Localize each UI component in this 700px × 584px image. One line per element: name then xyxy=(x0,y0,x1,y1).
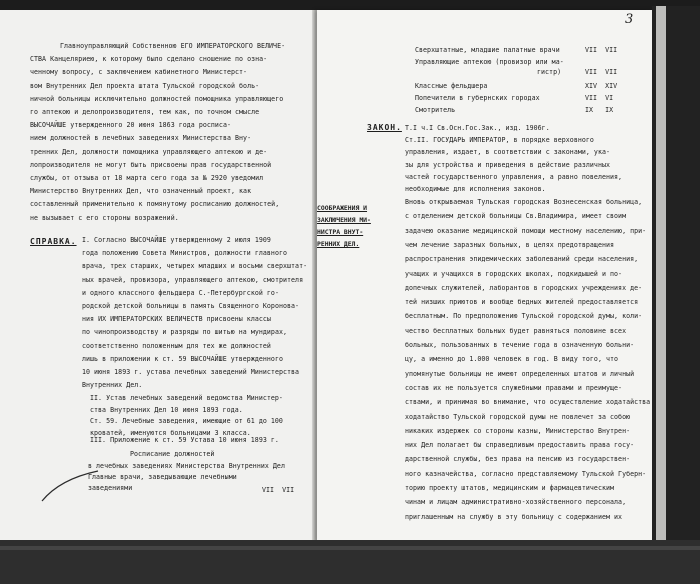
text-line: лопроизводителя не могут быть присвоены прав государственной xyxy=(30,160,272,169)
page-number: 3 xyxy=(625,12,634,27)
margin-note-line: РЕННИХ ДЕЛ. xyxy=(317,240,360,248)
text-line: го аптекою и делопроизводителя, тем как, по точном смысле xyxy=(30,108,260,116)
text-line: Ст.II. ГОСУДАРЬ ИМПЕРАТОР, в порядке верховного xyxy=(405,136,594,145)
scan-border-right xyxy=(652,6,700,546)
text-line: бесплатным. По предположению Тульской городской думы, коли- xyxy=(405,312,643,321)
text-line: Министерство Внутренних Дел, что означенный проект, как xyxy=(30,187,252,196)
text-line: Т.I ч.I Св.Осн.Гос.Зак., изд. 1906г. xyxy=(405,124,550,132)
rank-row-label: Управляющие аптекою (провизор или ма- xyxy=(415,58,564,66)
text-line: приглашенным на службу в эту больницу с содержанием их xyxy=(405,512,623,521)
text-line: I. Согласно ВЫСОЧАЙШЕ утвержденному 2 июля 1909 xyxy=(82,236,271,244)
text-line: дарственной службы, без права на пенсию из государствен- xyxy=(405,455,631,464)
text-line: задачею оказание медицинской помощи местному населению, при- xyxy=(405,226,647,235)
roster-title: Росписание должностей xyxy=(130,450,215,458)
margin-note-line: СООБРАЖЕНИЯ И xyxy=(317,204,368,212)
zakon-label: ЗАКОН. xyxy=(367,123,402,132)
roster-classes: VII VII xyxy=(262,486,295,494)
right-page xyxy=(317,10,652,542)
rank-row-label: Сверхштатные, младшие палатные врачи xyxy=(415,46,560,54)
text-line: учащих и учащихся в городских школах, подкидышей и по- xyxy=(405,269,623,278)
text-line: частей государственного управления, а равно повеления, xyxy=(405,172,623,181)
text-line: тренних Дел, должности помощника управляющего аптекою и де- xyxy=(30,147,268,156)
text-line: распространения эпидемических заболеваний среди населения, xyxy=(405,255,639,264)
spravka-label: СПРАВКА. xyxy=(30,237,77,246)
text-line: цу, а именно до 1.000 человек в год. В виду того, что xyxy=(405,355,619,364)
text-line: родской детской больницы в память Священного Коронова- xyxy=(82,302,300,310)
text-line: вом Внутренних Дел проекта штата Тульской городской боль- xyxy=(30,81,260,90)
text-line: тей низших приютов и вообще бедных жителей предоставляется xyxy=(405,298,639,307)
text-line: Внутренних Дел. xyxy=(82,381,143,390)
text-line: ния ИХ ИМПЕРАТОРСКИХ ВЕЛИЧЕСТВ присвоены классы xyxy=(82,315,271,324)
text-line: ничной больницы исключительно должностей помощника управляющего xyxy=(30,94,284,103)
text-line: чество бесплатных больных будет равняться половине всех xyxy=(405,326,627,335)
text-line: и одного классного фельдшера С.-Петербургской го- xyxy=(82,288,279,297)
left-page xyxy=(0,10,322,542)
text-line: необходимые для исполнения законов. xyxy=(405,185,546,193)
rank-row-label: гистр) xyxy=(537,68,562,76)
text-line: составленный применительно к помянутому росписанию должностей, xyxy=(30,200,280,209)
rank-row-classes: XIV XIV xyxy=(585,82,618,90)
text-line: 10 июня 1893 г. устава лечебных заведений Министерства xyxy=(82,368,300,376)
text-line: II. Устав лечебных заведений ведомства Министер- xyxy=(90,394,283,402)
text-line: ходатайство Тульской городской думы не повлечет за собою xyxy=(405,412,631,421)
text-line: упомянутые больницы не имеют определенных штатов и личный xyxy=(405,369,635,378)
text-line: никаких издержек со стороны казны, Министерство Внутрен- xyxy=(405,426,631,435)
text-line: кроватей, именуются больницами 3 класса. xyxy=(90,428,251,437)
text-line: ВЫСОЧАЙШЕ утвержденного 20 июня 1863 года росписа- xyxy=(30,121,231,130)
rank-row-classes: VII VII xyxy=(585,68,618,76)
text-line: управления, издает, в соответствии с законами, ука- xyxy=(405,148,611,157)
text-line: СТВА Канцеляриею, к которому было сделано сношение по озна- xyxy=(30,55,268,64)
ink-stroke xyxy=(40,465,100,505)
text-line: врача, трех старших, четырех младших и восьми сверхштат- xyxy=(82,262,308,271)
scan-border-bottom xyxy=(0,540,700,584)
text-line: соответственно положенным для тех же должностей xyxy=(82,341,271,350)
text-line: ства Внутренних Дел 10 июня 1893 года. xyxy=(90,405,243,414)
text-line: Ст. 59. Лечебные заведения, имеющие от 61 до 100 xyxy=(90,417,283,425)
scan-border-top xyxy=(0,0,700,10)
rank-row-classes: VII VII xyxy=(585,46,618,54)
text-line: года положению Совета Министров, должности главного xyxy=(82,249,288,258)
text-line: в лечебных заведениях Министерства Внутренних Дел xyxy=(88,462,285,470)
text-line: с отделением детской больницы Св.Владимира, имеет своим xyxy=(405,212,627,221)
rank-row-label: Смотритель xyxy=(415,106,456,114)
text-line: заведениями xyxy=(88,484,133,492)
text-line: Главноуправляющий Собственною ЕГО ИМПЕРАТОРСКОГО ВЕЛИЧЕ- xyxy=(60,42,286,50)
rank-row-classes: IX IX xyxy=(585,106,614,114)
text-line: нием должностей в лечебных заведениях Министерства Вну- xyxy=(30,134,252,143)
text-line: допечных служителей, лаборантов в городских учреждениях де- xyxy=(405,283,643,292)
text-line: больных, пользованных в течение года в означенную больни- xyxy=(405,341,635,349)
text-line: III. Приложение к ст. 59 Устава 10 июня 1893 г. xyxy=(90,436,279,444)
text-line: зы для устройства и приведения в действие различных xyxy=(405,160,611,169)
rank-row-label: Попечители в губернских городах xyxy=(415,94,540,102)
rank-row-classes: VII VI xyxy=(585,94,614,102)
text-line: службы, от отзыва от 18 марта сего года за № 2920 уведомил xyxy=(30,174,264,182)
rank-row-label: Классные фельдшера xyxy=(415,82,488,90)
text-line: состав их не пользуется служебными правами и преимуще- xyxy=(405,383,623,392)
margin-note-line: НИСТРА ВНУТ- xyxy=(317,228,364,236)
text-line: не вызывает с его стороны возражений. xyxy=(30,213,179,222)
text-line: Вновь открываемая Тульская городская Вознесенская больница, xyxy=(405,198,643,206)
margin-note-line: ЗАКЛЮЧЕНИЯ МИ- xyxy=(317,216,371,224)
text-line: Главные врачи, заведывающие лечебными xyxy=(88,473,237,481)
text-line: лишь в приложении к ст. 59 ВЫСОЧАЙШЕ утвержденного xyxy=(82,354,283,363)
text-line: ствами, и принимая во внимание, что осуществление ходатайства xyxy=(405,398,651,407)
text-line: по чинопроизводству и разряды по шитью на мундирах, xyxy=(82,328,288,337)
text-line: ного казначейства, согласно представляемому Тульской Губерн- xyxy=(405,469,647,478)
text-line: чем лечение заразных больных, в целях предотвращения xyxy=(405,240,615,249)
text-line: них Дел полагает бы справедливым предоставить права госу- xyxy=(405,441,635,450)
text-line: ных врачей, провизора, управляющего аптекою, смотрителя xyxy=(82,275,304,284)
text-line: ченному вопросу, с заключением кабинетного Министерст- xyxy=(30,68,248,77)
text-line: чинам и лицам административно-хозяйственного персонала, xyxy=(405,498,627,507)
text-line: торию проекту штатов, медицинским и фармацевтическим xyxy=(405,484,615,492)
